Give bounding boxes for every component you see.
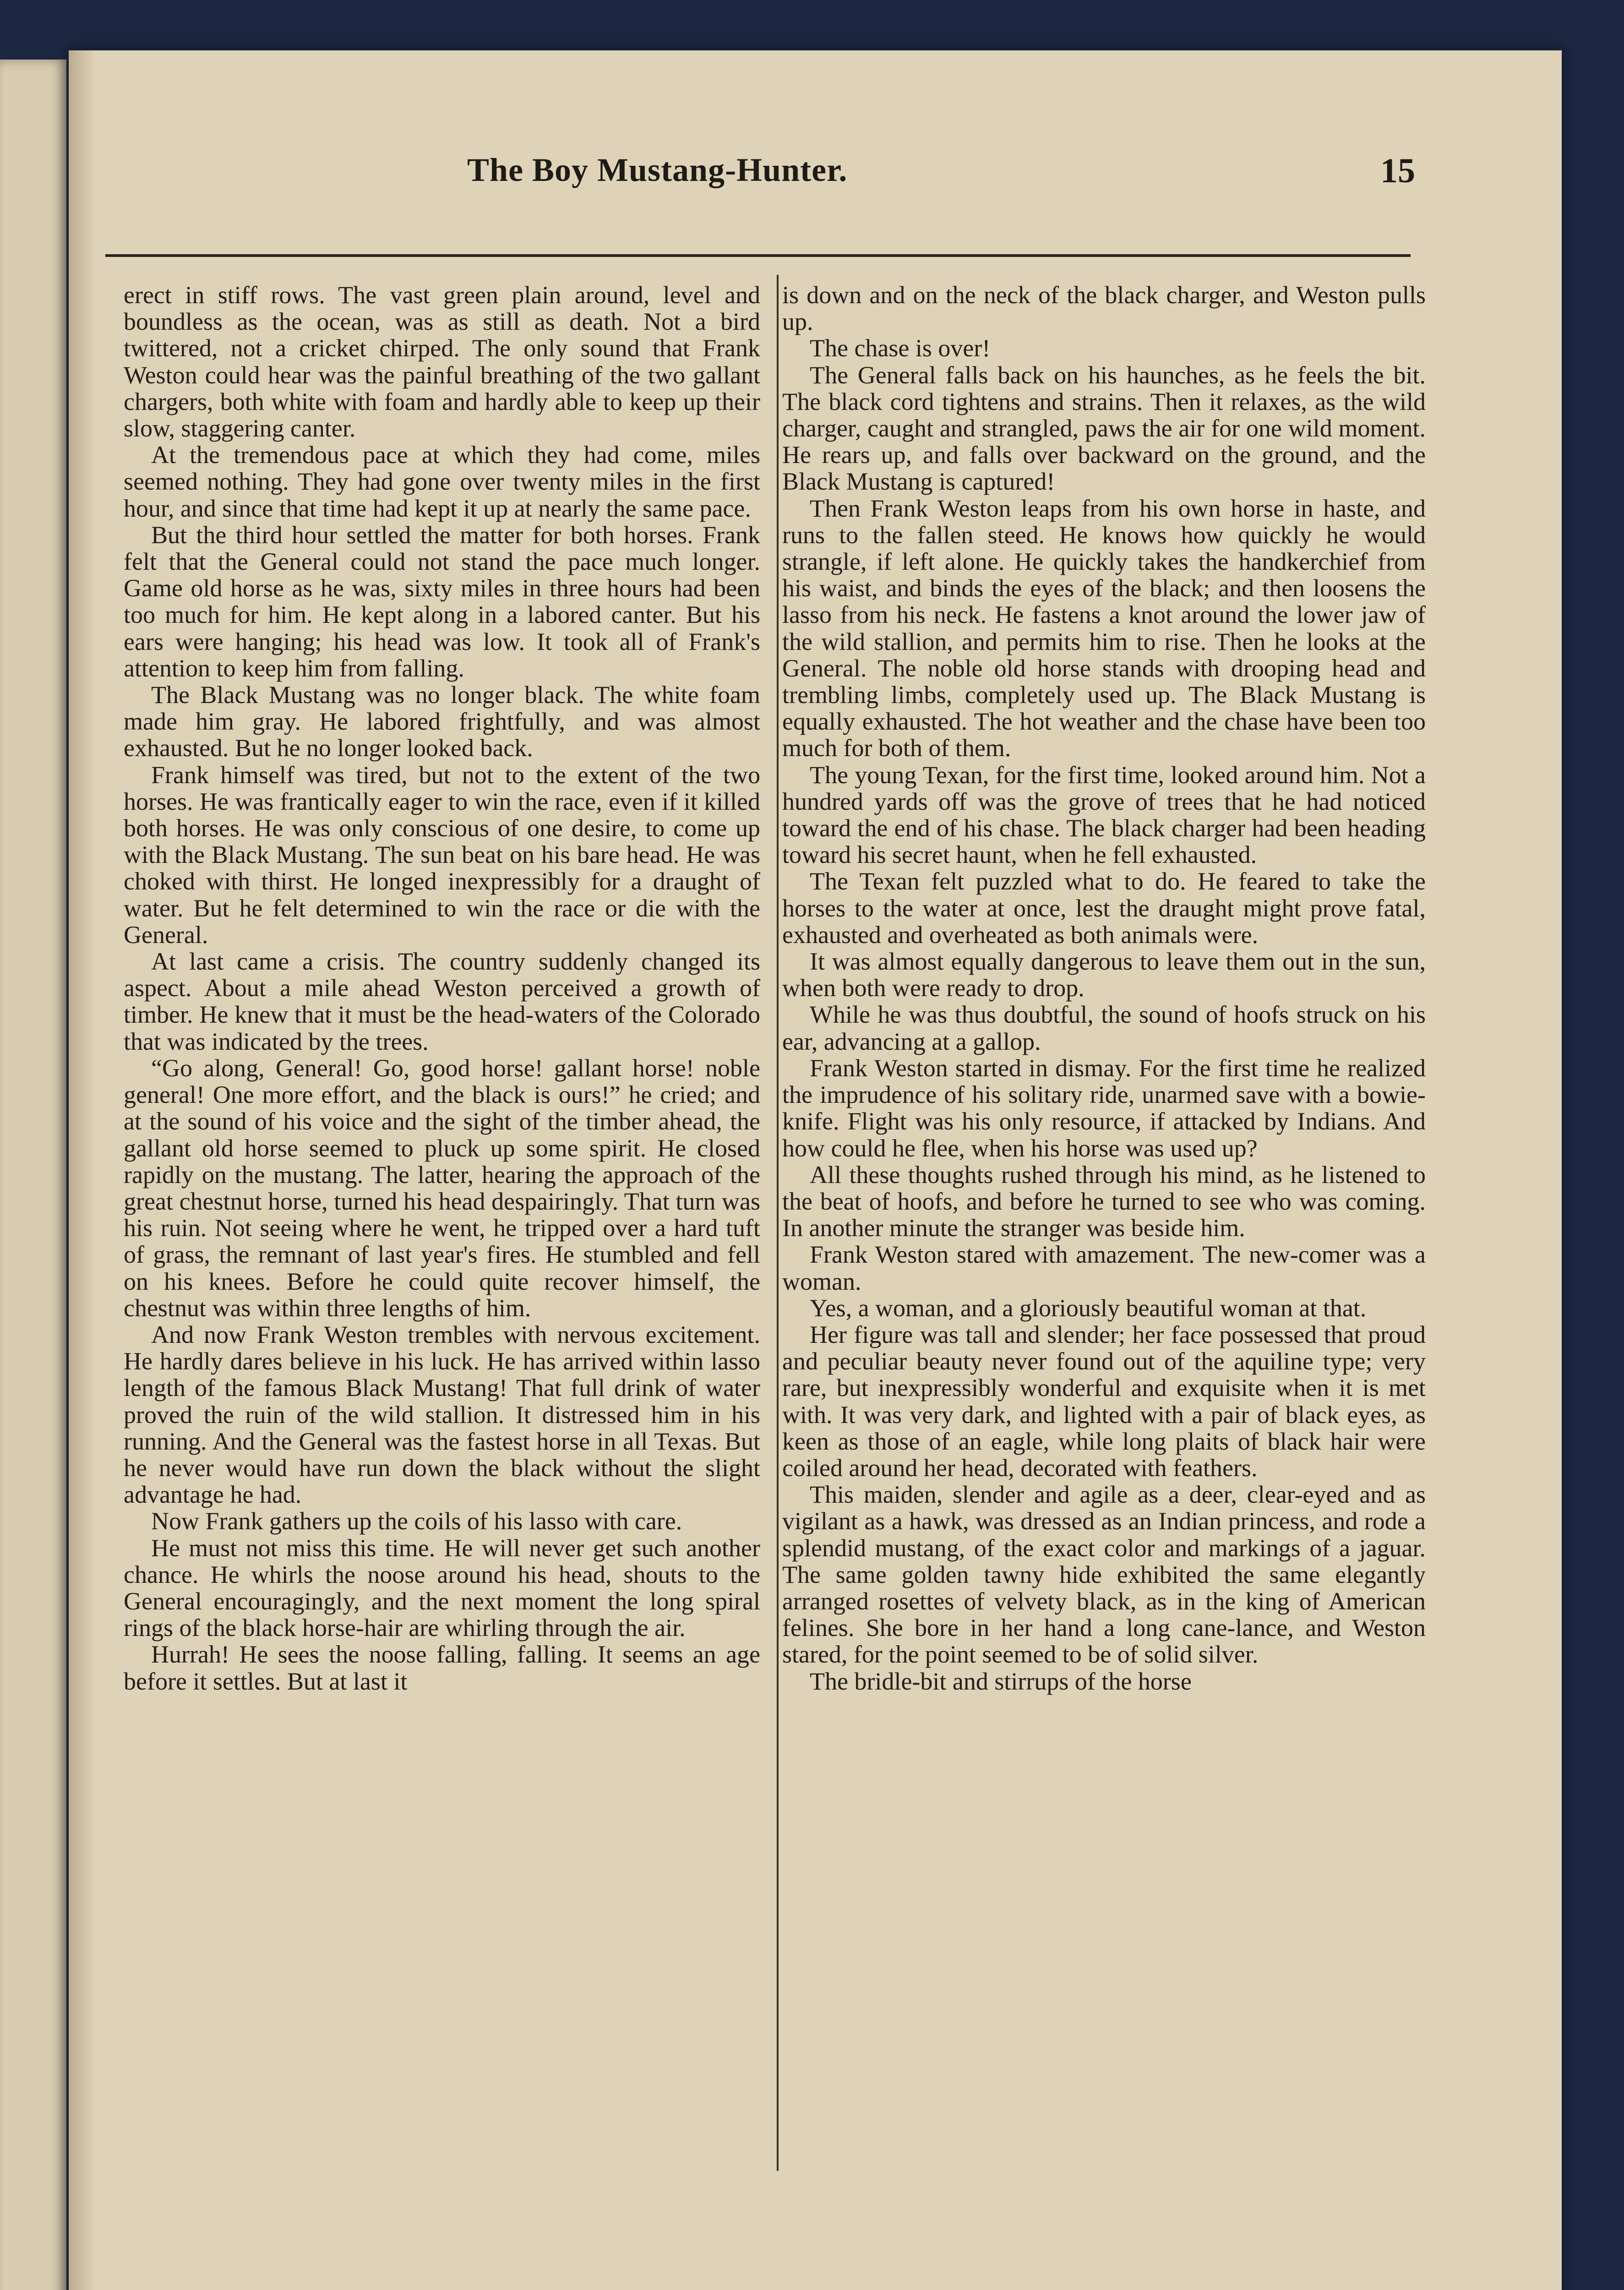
paragraph: Frank Weston started in dismay. For the first time he realized the imprudence of his solitary ride, unarmed save with a bowie-knife. Flight was his only resource, if attacked by Indians. And how could he flee, when his horse was used up? (782, 1054, 1426, 1162)
paragraph: The chase is over! (810, 334, 991, 362)
facing-page-edge (0, 60, 66, 2290)
paragraph: “Go along, General! Go, good horse! gallant horse! noble general! One more effort, and the black is ours!” he cried; and at the sound of his voice and the sight of the timber ahead, the gallant old horse seemed to pluck up some spirit. He closed rapidly on the mustang. The latter, hearing the approach of the great chestnut horse, turned his head despairingly. That turn was his ruin. Not seeing where he went, he tripped over a hard tuft of grass, the remnant of last year's fires. He stumbled and fell on his knees. Before he could quite recover himself, the chestnut was within three lengths of him. (124, 1054, 760, 1322)
paragraph: Hurrah! He sees the noose falling, falling. It seems an age before it settles. But at last it (124, 1641, 760, 1695)
left-column (124, 282, 760, 2196)
paragraph: Then Frank Weston leaps from his own horse in haste, and runs to the fallen steed. He knows how quickly he would strangle, if left alone. He quickly takes the handkerchief from his waist, and binds the eyes of the black; and then loosens the lasso from his neck. He fastens a knot around the lower jaw of the wild stallion, and permits him to rise. Then he looks at the General. The noble old horse stands with drooping head and trembling limbs, completely used up. The Black Mustang is equally exhausted. The hot weather and the chase have been too much for both of them. (782, 494, 1426, 762)
paragraph: While he was thus doubtful, the sound of hoofs struck on his ear, advancing at a gallop. (782, 1001, 1426, 1055)
paragraph: erect in stiff rows. The vast green plain around, level and boundless as the ocean, was as still as death. Not a bird twittered, not a cricket chirped. The only sound that Frank Weston could hear was the painful breathing of the two gallant chargers, both white with foam and hardly able to keep up their slow, staggering canter. (124, 281, 760, 442)
paragraph: The General falls back on his haunches, as he feels the bit. The black cord tightens and strains. Then it relaxes, as the wild charger, caught and strangled, paws the air for one wild moment. He rears up, and falls over backward on the ground, and the Black Mustang is captured! (782, 361, 1426, 496)
paragraph: Frank himself was tired, but not to the extent of the two horses. He was frantically eager to win the race, even if it killed both horses. He was only conscious of one desire, to come up with the Black Mustang. The sun beat on his bare head. He was choked with thirst. He longed inexpressibly for a draught of water. But he felt determined to win the race or die with the General. (124, 761, 760, 949)
paragraph: He must not miss this time. He will never get such another chance. He whirls the noose around his head, shouts to the General encouragingly, and the next moment the long spiral rings of the black horse-hair are whirling through the air. (124, 1534, 760, 1642)
right-column (782, 282, 1426, 2196)
paragraph: The Black Mustang was no longer black. The white foam made him gray. He labored frightfully, and was almost exhausted. But he no longer looked back. (124, 681, 760, 762)
paragraph: At last came a crisis. The country suddenly changed its aspect. About a mile ahead Weston perceived a growth of timber. He knew that it must be the head-waters of the Colorado that was indicated by the trees. (124, 948, 760, 1055)
paragraph: Frank Weston stared with amazement. The new-comer was a woman. (782, 1241, 1426, 1295)
paragraph: is down and on the neck of the black charger, and Weston pulls up. (782, 281, 1426, 336)
paragraph: The young Texan, for the first time, looked around him. Not a hundred yards off was the grove of trees that he had noticed toward the end of his chase. The black charger had been heading toward his secret haunt, when he fell exhausted. (782, 761, 1426, 869)
paragraph: All these thoughts rushed through his mind, as he listened to the beat of hoofs, and before he turned to see who was coming. In another minute the stranger was beside him. (782, 1161, 1426, 1242)
paragraph: And now Frank Weston trembles with nervous excitement. He hardly dares believe in his luck. He has arrived within lasso length of the famous Black Mustang! That full drink of water proved the ruin of the wild stallion. It distressed him in his running. And the General was the fastest horse in all Texas. But he never would have run down the black without the slight advantage he had. (124, 1320, 760, 1509)
running-title: The Boy Mustang-Hunter. (467, 152, 848, 188)
paragraph: At the tremendous pace at which they had come, miles seemed nothing. They had gone over twenty miles in the first hour, and since that time had kept it up at nearly the same pace. (124, 441, 760, 522)
paragraph: Yes, a woman, and a gloriously beautiful woman at that. (810, 1294, 1367, 1322)
paragraph: It was almost equally dangerous to leave them out in the sun, when both were ready to drop. (782, 948, 1426, 1002)
page-number: 15 (1380, 152, 1415, 190)
paragraph: But the third hour settled the matter for both horses. Frank felt that the General could not stand the pace much longer. Game old horse as he was, sixty miles in three hours had been too much for him. He kept along in a labored canter. But his ears were hanging; his head was low. It took all of Frank's attention to keep him from falling. (124, 521, 760, 682)
paragraph: This maiden, slender and agile as a deer, clear-eyed and as vigilant as a hawk, was dressed as an Indian princess, and rode a splendid mustang, of the exact color and markings of a jaguar. The same golden tawny hide exhibited the same elegantly arranged rosettes of velvety black, as in the king of American felines. She bore in her hand a long cane-lance, and Weston stared, for the point seemed to be of solid silver. (782, 1481, 1426, 1668)
paragraph: Her figure was tall and slender; her face possessed that proud and peculiar beauty never found out of the aquiline type; very rare, but inexpressibly wonderful and exquisite when it is met with. It was very dark, and lighted with a pair of black eyes, as keen as those of an eagle, while long plaits of black hair were coiled around her head, decorated with feathers. (782, 1320, 1426, 1482)
paragraph: The Texan felt puzzled what to do. He feared to take the horses to the water at once, lest the draught might prove fatal, exhausted and overheated as both animals were. (782, 867, 1426, 949)
column-divider (777, 275, 779, 2171)
page-header (467, 151, 1415, 202)
paragraph: The bridle-bit and stirrups of the horse (810, 1667, 1192, 1695)
paragraph: Now Frank gathers up the coils of his lasso with care. (151, 1507, 682, 1535)
header-rule (105, 254, 1411, 257)
